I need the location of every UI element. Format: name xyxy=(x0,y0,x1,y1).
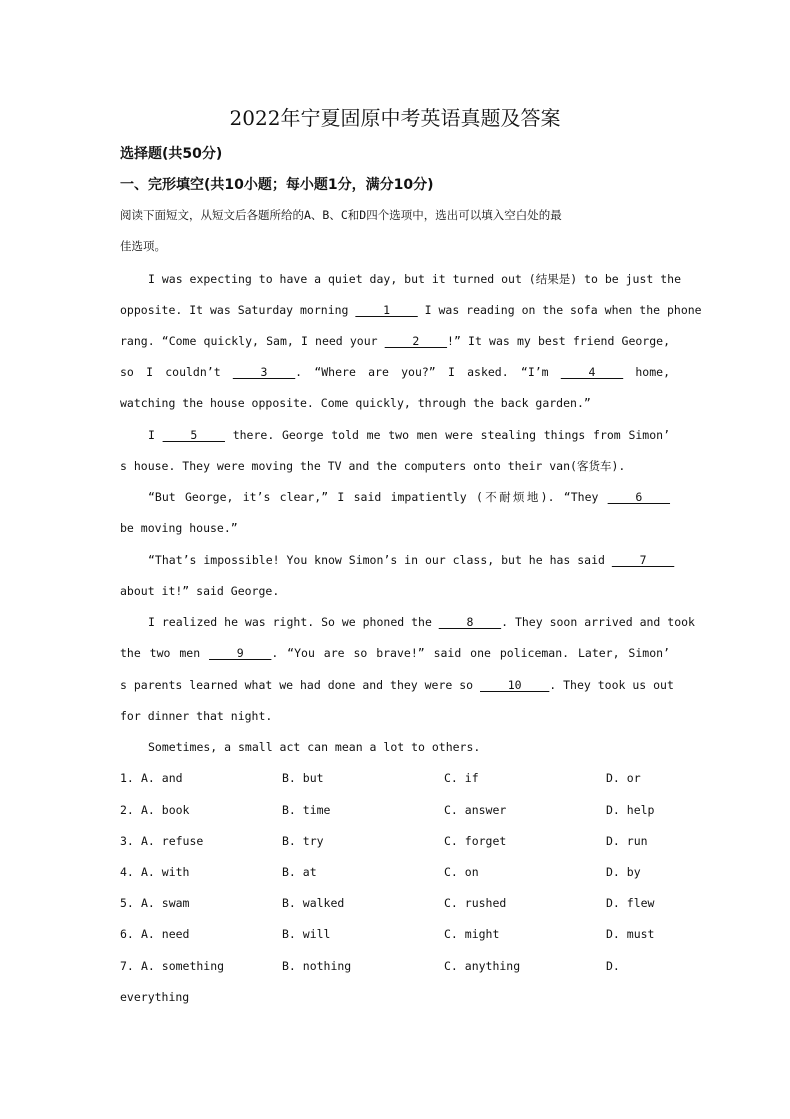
option-d: D. run xyxy=(606,834,648,848)
question-number: 4. xyxy=(120,865,134,879)
option-a: A. refuse xyxy=(141,834,204,848)
option-d: D. flew xyxy=(606,896,655,910)
blank-7: ____7____ xyxy=(611,553,675,567)
option-d: D. by xyxy=(606,865,641,879)
option-b: B. will xyxy=(282,927,331,941)
option-b: B. at xyxy=(282,865,317,879)
question-number: 5. xyxy=(120,896,134,910)
option-c: C. answer xyxy=(444,803,507,817)
option-d: D. help xyxy=(606,803,655,817)
passage-line: so I couldn’t ____3____. “Where are you?” I asked. “I’m ____4____ home, xyxy=(120,365,670,379)
blank-9: ____9____ xyxy=(209,646,272,660)
blank-10: ____10____ xyxy=(480,678,550,692)
option-d: D. or xyxy=(606,771,641,785)
option-c: C. forget xyxy=(444,834,507,848)
blank-4: ____4____ xyxy=(560,365,624,379)
option-c: C. might xyxy=(444,927,500,941)
option-b: B. time xyxy=(282,803,331,817)
option-a: A. and xyxy=(141,771,183,785)
passage-line: rang. “Come quickly, Sam, I need your ____2____!” It was my best friend George, xyxy=(120,334,670,348)
part-heading: 一、完形填空(共10小题；每小题1分，满分10分) xyxy=(120,177,434,193)
option-c: C. rushed xyxy=(444,896,507,910)
option-b: B. but xyxy=(282,771,324,785)
option-c: C. anything xyxy=(444,959,521,973)
passage-line: the two men ____9____. “You are so brave!” said one policeman. Later, Simon’ xyxy=(120,646,670,660)
blank-5: ____5____ xyxy=(162,428,225,442)
instructions-line-2: 佳选项。 xyxy=(120,239,166,253)
page-title: 2022年宁夏固原中考英语真题及答案 xyxy=(229,106,561,130)
blank-8: ____8____ xyxy=(438,615,502,629)
instructions-line-1: 阅读下面短文，从短文后各题所给的A、B、C和D四个选项中，选出可以填入空白处的最 xyxy=(120,208,562,222)
option-a: A. need xyxy=(141,927,190,941)
passage-line: be moving house.” xyxy=(120,521,238,535)
option-b: B. nothing xyxy=(282,959,352,973)
question-number: 2. xyxy=(120,803,134,817)
blank-3: ____3____ xyxy=(232,365,296,379)
section-heading: 选择题(共50分) xyxy=(120,146,223,162)
blank-1: ____1____ xyxy=(355,303,418,317)
passage-line: I was expecting to have a quiet day, but it turned out (结果是) to be just the xyxy=(148,272,681,286)
passage-line: I ____5____ there. George told me two men were stealing things from Simon’ xyxy=(148,428,670,442)
option-b: B. try xyxy=(282,834,324,848)
blank-2: ____2____ xyxy=(384,334,448,348)
passage-line: Sometimes, a small act can mean a lot to others. xyxy=(148,740,481,754)
option-a: A. with xyxy=(141,865,190,879)
blank-6: ____6____ xyxy=(607,490,670,504)
question-number: 3. xyxy=(120,834,134,848)
option-c: C. on xyxy=(444,865,479,879)
passage-line: watching the house opposite. Come quickly, through the back garden.” xyxy=(120,396,591,410)
passage-line: I realized he was right. So we phoned the ____8____. They soon arrived and took xyxy=(148,615,695,629)
passage-line: s parents learned what we had done and they were so ____10____. They took us out xyxy=(120,678,674,692)
passage-line: “That’s impossible! You know Simon’s in our class, but he has said ____7____ xyxy=(148,553,675,567)
passage-line: opposite. It was Saturday morning ____1____ I was reading on the sofa when the phone xyxy=(120,303,702,317)
question-number: 6. xyxy=(120,927,134,941)
option-d-wrapped-text: everything xyxy=(120,990,190,1004)
passage-line: about it!” said George. xyxy=(120,584,280,598)
passage-line: “But George, it’s clear,” I said impatiently (不耐烦地). “They ____6____ xyxy=(148,490,670,504)
option-d: D. xyxy=(606,959,620,973)
option-c: C. if xyxy=(444,771,479,785)
option-b: B. walked xyxy=(282,896,345,910)
question-number: 7. xyxy=(120,959,134,973)
passage-line: s house. They were moving the TV and the computers onto their van(客货车). xyxy=(120,459,626,473)
option-a: A. something xyxy=(141,959,225,973)
option-d: D. must xyxy=(606,927,655,941)
option-a: A. book xyxy=(141,803,190,817)
question-number: 1. xyxy=(120,771,134,785)
option-a: A. swam xyxy=(141,896,190,910)
passage-line: for dinner that night. xyxy=(120,709,273,723)
